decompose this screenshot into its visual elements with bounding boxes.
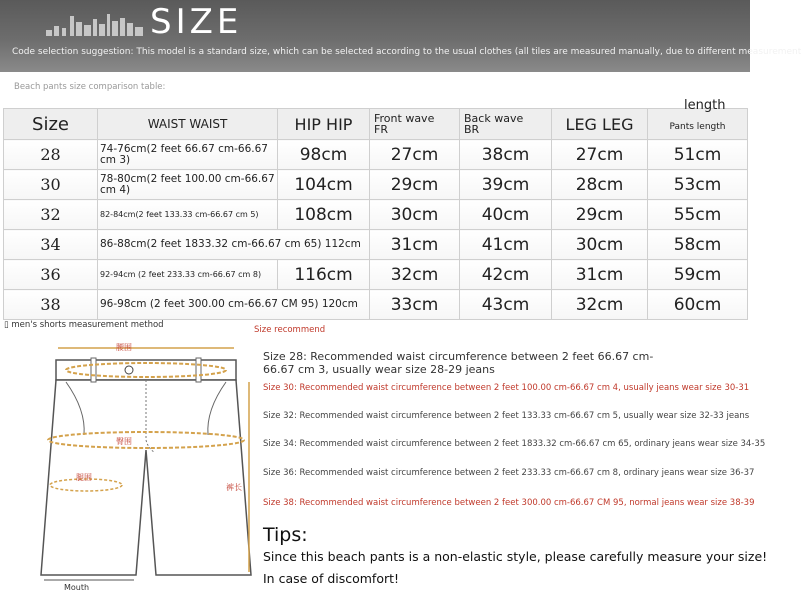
- cell-waist: 82-84cm(2 feet 133.33 cm-66.67 cm 5): [98, 200, 278, 230]
- header-length: [648, 98, 748, 140]
- recommendation-item: Size 38: Recommended waist circumference between 2 feet 300.00 cm-66.67 CM 95, normal jeans wear size 38-39: [263, 498, 755, 508]
- header-front-wave: [370, 109, 460, 140]
- cell-leg: 32cm: [552, 290, 648, 320]
- shorts-diagram: [36, 340, 256, 590]
- header-leg: LEG LEG: [552, 109, 648, 140]
- cell-waist: 86-88cm(2 feet 1833.32 cm-66.67 cm 65) 112cm: [98, 230, 370, 260]
- cell-hip: 116cm: [278, 260, 370, 290]
- table-row: [4, 170, 748, 200]
- table-row: [4, 200, 748, 230]
- cell-front-wave: 29cm: [370, 170, 460, 200]
- header-back-wave-abbr: BR: [464, 123, 480, 136]
- cell-length: 60cm: [648, 290, 748, 320]
- cell-leg: 30cm: [552, 230, 648, 260]
- cell-size: 28: [4, 140, 98, 170]
- belt-loop: [91, 358, 96, 382]
- leg-label: 腿围: [76, 473, 92, 482]
- recommendation-item: Size 28: Recommended waist circumference between 2 feet 66.67 cm-66.67 cm 3, usually wear size 28-29 jeans: [263, 350, 654, 376]
- table-row: [4, 260, 748, 290]
- mouth-label: Mouth: [64, 583, 90, 592]
- length-label: 裤长: [226, 483, 242, 492]
- header-size: Size: [4, 109, 98, 140]
- table-caption: Beach pants size comparison table:: [14, 82, 166, 92]
- header-back-wave: [460, 109, 552, 140]
- cell-leg: 28cm: [552, 170, 648, 200]
- header-length-top: length: [684, 98, 726, 113]
- cell-hip: 108cm: [278, 200, 370, 230]
- table-row: [4, 290, 748, 320]
- recommendation-item: Size 34: Recommended waist circumference between 2 feet 1833.32 cm-66.67 cm 65, ordinary jeans wear size 34-35: [263, 439, 766, 449]
- cell-size: 30: [4, 170, 98, 200]
- table-row: [4, 140, 748, 170]
- header-waist: WAIST WAIST: [98, 109, 278, 140]
- measurement-method-text: men's shorts measurement method: [11, 320, 164, 330]
- cell-leg: 31cm: [552, 260, 648, 290]
- table-header-row: [4, 109, 748, 140]
- cell-back-wave: 38cm: [460, 140, 552, 170]
- cell-waist: 74-76cm(2 feet 66.67 cm-66.67 cm 3): [98, 140, 278, 170]
- cell-back-wave: 43cm: [460, 290, 552, 320]
- cell-back-wave: 39cm: [460, 170, 552, 200]
- cell-waist: 92-94cm (2 feet 233.33 cm-66.67 cm 8): [98, 260, 278, 290]
- cell-waist: 78-80cm(2 feet 100.00 cm-66.67 cm 4): [98, 170, 278, 200]
- hip-label: 臀围: [116, 437, 132, 446]
- cell-leg: 27cm: [552, 140, 648, 170]
- cell-leg: 29cm: [552, 200, 648, 230]
- waist-label: 腰围: [116, 343, 132, 352]
- cell-front-wave: 33cm: [370, 290, 460, 320]
- cell-length: 59cm: [648, 260, 748, 290]
- size-table: [3, 98, 748, 320]
- city-skyline-icon: [46, 10, 146, 36]
- cell-front-wave: 31cm: [370, 230, 460, 260]
- header-back-wave-label: Back wave: [464, 112, 524, 125]
- header-front-wave-abbr: FR: [374, 123, 388, 136]
- size-recommend-label: Size recommend: [254, 325, 326, 335]
- cell-front-wave: 27cm: [370, 140, 460, 170]
- cell-waist: 96-98cm (2 feet 300.00 cm-66.67 CM 95) 120cm: [98, 290, 370, 320]
- measurement-method-label: ▯ men's shorts measurement method: [4, 320, 164, 330]
- cell-back-wave: 40cm: [460, 200, 552, 230]
- cell-size: 32: [4, 200, 98, 230]
- button-icon: [125, 366, 133, 374]
- tips-line: In case of discomfort!: [263, 571, 400, 586]
- cell-length: 58cm: [648, 230, 748, 260]
- size-suggestion-text: Code selection suggestion: This model is a standard size, which can be selected according to the usual clothes (all tiles are measured manually, due to different measurement: [12, 47, 801, 57]
- header-length-bottom: Pants length: [669, 121, 726, 132]
- cell-back-wave: 41cm: [460, 230, 552, 260]
- cell-length: 53cm: [648, 170, 748, 200]
- recommendation-item: Size 30: Recommended waist circumference between 2 feet 100.00 cm-66.67 cm 4, usually jeans wear size 30-31: [263, 383, 750, 393]
- cell-back-wave: 42cm: [460, 260, 552, 290]
- cell-length: 55cm: [648, 200, 748, 230]
- tips-line: Since this beach pants is a non-elastic style, please carefully measure your size!: [263, 549, 768, 564]
- cell-hip: 104cm: [278, 170, 370, 200]
- cell-front-wave: 32cm: [370, 260, 460, 290]
- header-banner: [0, 0, 801, 72]
- header-hip: HIP HIP: [278, 109, 370, 140]
- page-title: SIZE: [150, 2, 243, 42]
- tips-heading: Tips:: [263, 524, 308, 546]
- belt-loop: [196, 358, 201, 382]
- cell-front-wave: 30cm: [370, 200, 460, 230]
- cell-hip: 98cm: [278, 140, 370, 170]
- table-row: [4, 230, 748, 260]
- cell-size: 36: [4, 260, 98, 290]
- recommendation-item: Size 32: Recommended waist circumference between 2 feet 133.33 cm-66.67 cm 5, usually wear size 32-33 jeans: [263, 411, 750, 421]
- recommendation-item: Size 36: Recommended waist circumference between 2 feet 233.33 cm-66.67 cm 8, ordinary jeans wear size 36-37: [263, 468, 755, 478]
- header-front-wave-label: Front wave: [374, 112, 435, 125]
- cell-size: 38: [4, 290, 98, 320]
- cell-size: 34: [4, 230, 98, 260]
- cell-length: 51cm: [648, 140, 748, 170]
